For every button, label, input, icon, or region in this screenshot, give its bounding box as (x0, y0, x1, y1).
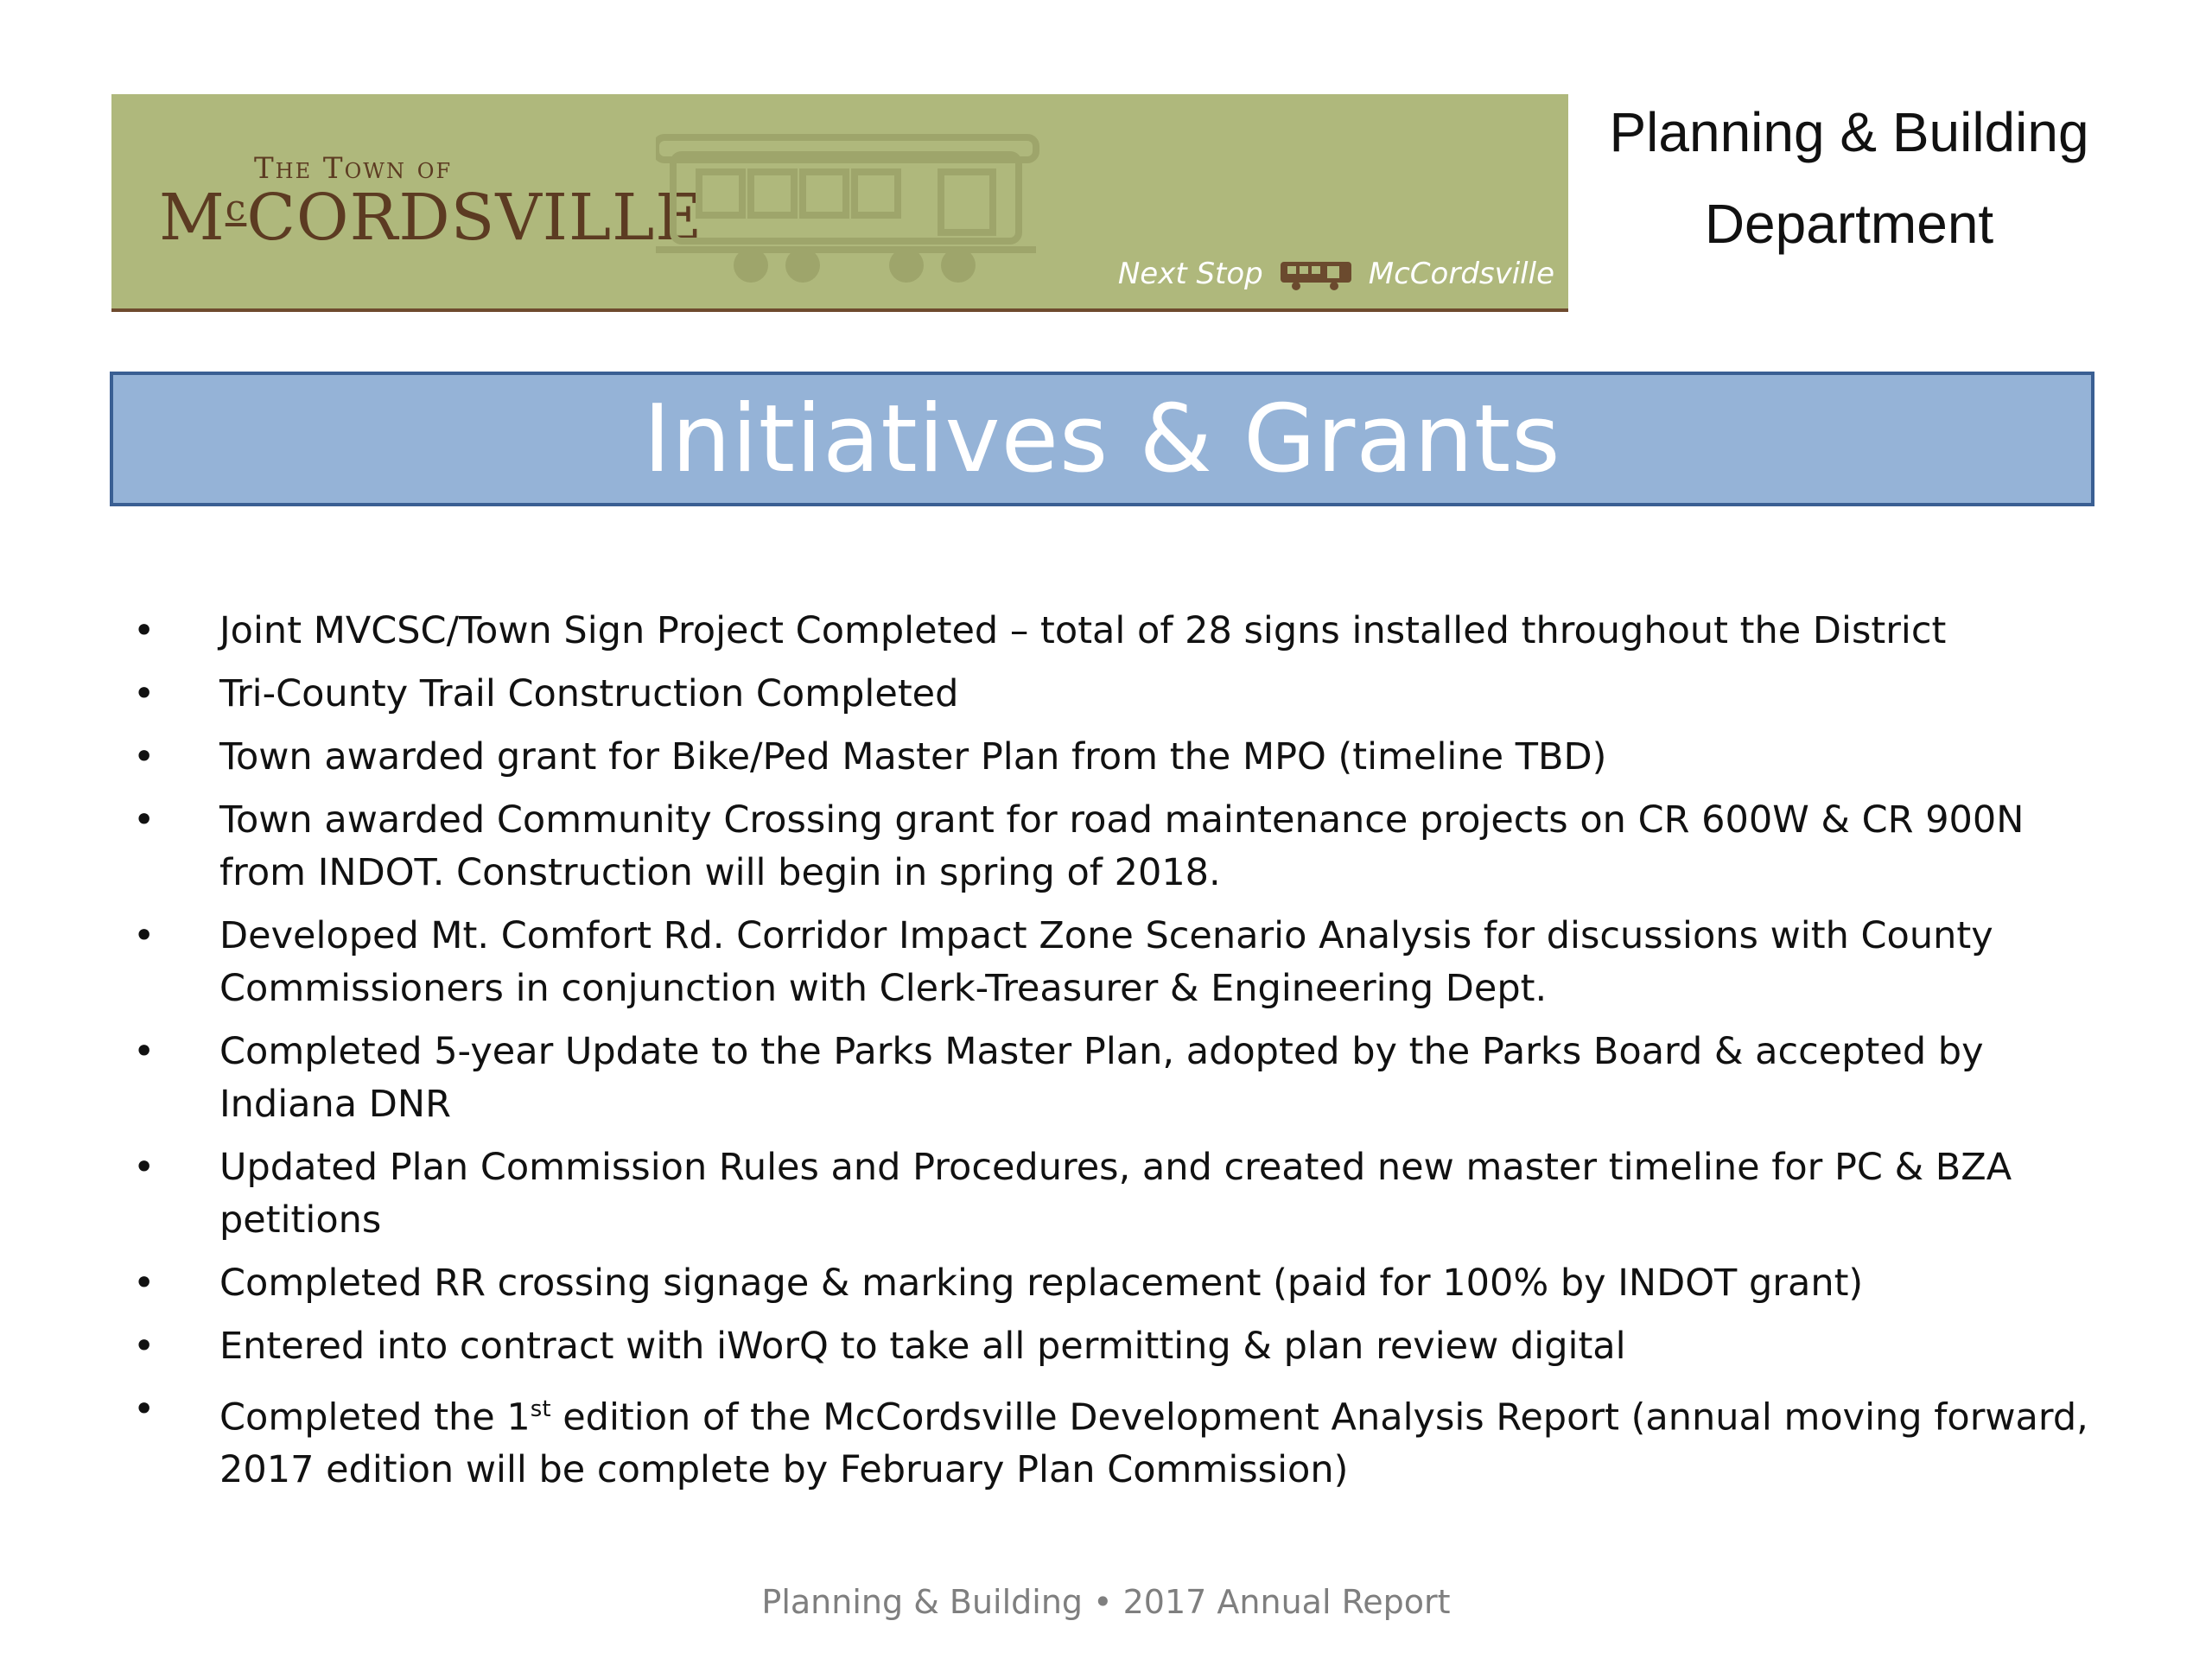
list-item: • Completed 5-year Update to the Parks Master Plan, adopted by the Parks Board & accepted by Indiana DNR (130, 1026, 2091, 1131)
title-banner (110, 372, 2094, 506)
department-line-2: Department (1704, 193, 1994, 255)
list-item (130, 1383, 2091, 1497)
department-heading (1573, 86, 2126, 270)
list-item: • Tri-County Trail Construction Completed (130, 668, 2091, 721)
tagline-town: McCordsville (1368, 257, 1554, 291)
tagline-next-stop: Next Stop (1117, 257, 1263, 291)
list-item: • Town awarded grant for Bike/Ped Master Plan from the MPO (timeline TBD) (130, 731, 2091, 784)
department-line-1: Planning & Building (1609, 101, 2089, 163)
logo-mc: M (159, 181, 226, 255)
page-title: Initiatives & Grants (643, 385, 1561, 493)
trolley-watermark-icon (656, 120, 1140, 293)
logo-cordsville: CORDSVILLE (246, 181, 703, 255)
logo-town-name (159, 181, 702, 255)
last-item-after: edition of the McCordsville Development Analysis Report (annual moving forward, 2017 edition will be complete by February Plan Commission) (219, 1395, 2088, 1492)
logo-mc-sup: c (225, 187, 247, 229)
list-item: • Entered into contract with iWorQ to take all permitting & plan review digital (130, 1320, 2091, 1373)
last-item-before: Completed the 1 (219, 1395, 531, 1440)
initiatives-list (130, 605, 2091, 1507)
list-item: • Updated Plan Commission Rules and Procedures, and created new master timeline for PC & BZA petitions (130, 1141, 2091, 1247)
list-item: • Developed Mt. Comfort Rd. Corridor Impact Zone Scenario Analysis for discussions with County Commissioners in conjunction with Clerk-Treasurer & Engineering Dept. (130, 910, 2091, 1015)
town-banner (111, 94, 1568, 312)
trolley-icon (1277, 257, 1355, 291)
list-item: • Joint MVCSC/Town Sign Project Completed – total of 28 signs installed throughout the District (130, 605, 2091, 658)
ordinal-suffix: st (530, 1396, 551, 1422)
list-item: • Completed RR crossing signage & marking replacement (paid for 100% by INDOT grant) (130, 1257, 2091, 1310)
banner-tagline (1118, 257, 1554, 291)
list-item: • Town awarded Community Crossing grant for road maintenance projects on CR 600W & CR 900N from INDOT. Construction will begin in spring of 2018. (130, 794, 2091, 899)
page-footer: Planning & Building • 2017 Annual Report (761, 1583, 1451, 1621)
logo-subtitle: The Town of (254, 151, 453, 186)
